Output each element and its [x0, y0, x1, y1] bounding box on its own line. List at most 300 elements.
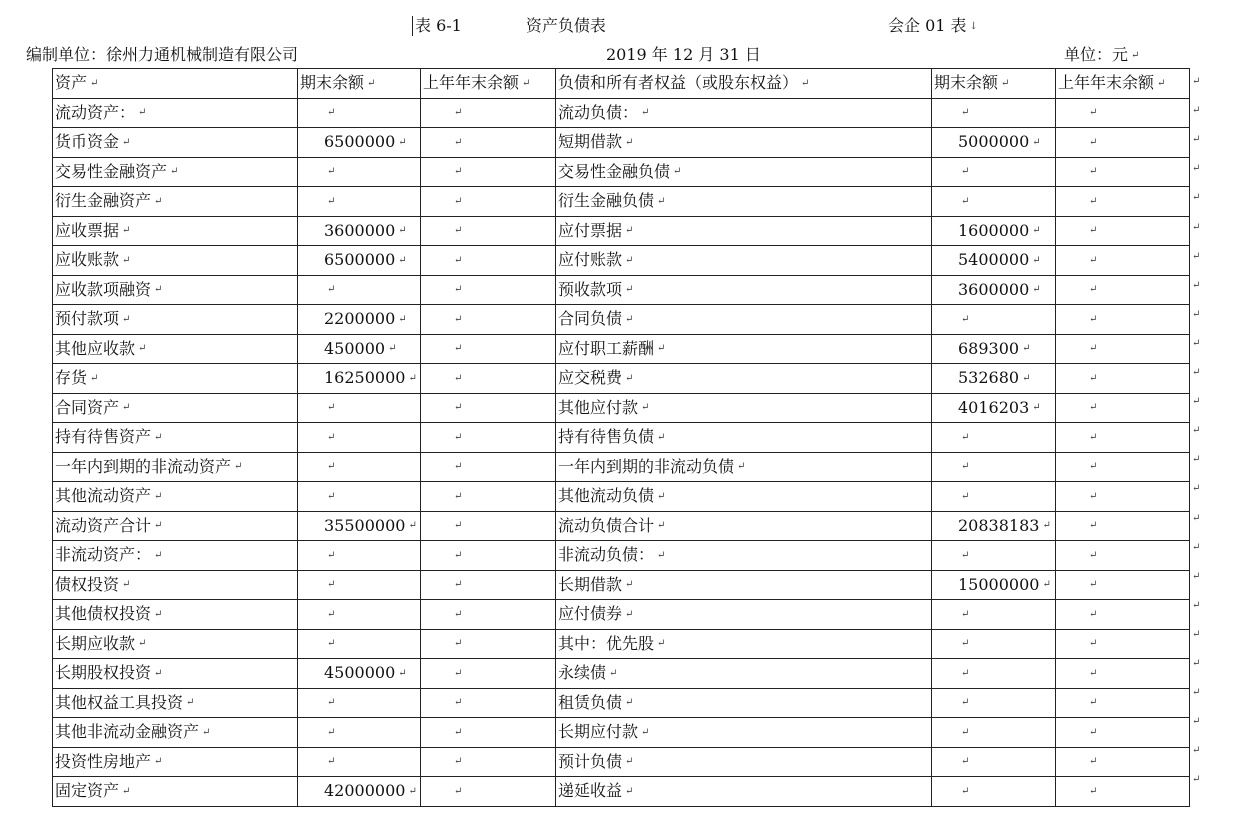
- paragraph-mark-icon: ↵: [90, 372, 99, 384]
- asset-label-text: 其他应收款: [55, 338, 136, 358]
- row-end-mark-icon: ↵: [1192, 628, 1201, 640]
- liab-prev-value: [1056, 305, 1190, 335]
- paragraph-mark-icon: ↵: [454, 166, 463, 177]
- liab-end-value-text: 3600000: [958, 279, 1030, 299]
- liab-end-value: [932, 777, 1056, 807]
- asset-end-value-text: 6500000: [324, 132, 396, 151]
- paragraph-mark-icon: ↵: [657, 549, 666, 561]
- liability-label: [556, 688, 932, 718]
- paragraph-mark-icon: ↵: [961, 195, 970, 207]
- paragraph-mark-icon: ↵: [154, 195, 163, 207]
- asset-end-value-text: 6500000: [324, 250, 396, 269]
- asset-prev-value: [421, 629, 556, 659]
- liab-end-value: [932, 423, 1056, 453]
- liab-prev-value: [1056, 718, 1190, 748]
- table-row: [53, 452, 1190, 482]
- liability-label-text: 永续债: [558, 663, 607, 682]
- asset-prev-value: [421, 393, 556, 423]
- paragraph-mark-icon: ↵: [154, 431, 163, 443]
- row-end-mark-icon: ↵: [1192, 76, 1201, 87]
- liability-label-text: 应交税费: [558, 368, 623, 387]
- asset-end-value: [298, 364, 421, 394]
- asset-end-value: [298, 718, 421, 748]
- table-row: [53, 187, 1190, 217]
- paragraph-mark-icon: ↵: [625, 756, 634, 767]
- asset-label: [53, 246, 298, 276]
- asset-label: [53, 157, 298, 187]
- liab-prev-value: [1056, 334, 1190, 364]
- liability-label-text: 持有待售负债: [558, 427, 655, 446]
- liability-label-text: 衍生金融负债: [558, 191, 655, 210]
- asset-label: [53, 98, 298, 128]
- liab-end-value: [932, 570, 1056, 600]
- paragraph-mark-icon: ↵: [454, 579, 463, 590]
- paragraph-mark-icon: ↵: [454, 785, 463, 797]
- paragraph-mark-icon: ↵: [1089, 520, 1098, 531]
- paragraph-mark-icon: ↵: [454, 284, 463, 295]
- asset-end-value-text: 42000000: [324, 781, 406, 800]
- row-end-mark-icon: ↵: [1192, 396, 1201, 408]
- paragraph-mark-icon: ↵: [1032, 225, 1041, 236]
- title-line: [412, 16, 606, 36]
- asset-label-text: 其他权益工具投资: [55, 692, 184, 712]
- paragraph-mark-icon: ↵: [625, 136, 634, 148]
- paragraph-mark-icon: ↵: [737, 461, 746, 472]
- asset-label: [53, 747, 298, 777]
- table-header-row: [53, 69, 1190, 99]
- paragraph-mark-icon: ↵: [454, 313, 463, 325]
- liab-end-value: [932, 216, 1056, 246]
- paragraph-mark-icon: ↵: [454, 195, 463, 207]
- col-header-asset-end: 期末余额 ↵: [298, 69, 421, 99]
- paragraph-mark-icon: ↵: [154, 284, 163, 295]
- liability-label: [556, 275, 932, 305]
- paragraph-mark-icon: ↵: [961, 107, 970, 118]
- asset-end-value: [298, 216, 421, 246]
- row-end-mark-icon: ↵: [1192, 658, 1201, 669]
- asset-label-text: 长期股权投资: [55, 663, 152, 682]
- asset-end-value: [298, 393, 421, 423]
- asset-prev-value: [421, 187, 556, 217]
- paragraph-mark-icon: ↵: [625, 254, 634, 266]
- asset-prev-value: [421, 718, 556, 748]
- liability-label-text: 应付账款: [558, 250, 623, 269]
- liab-end-value: [932, 187, 1056, 217]
- paragraph-mark-icon: ↵: [327, 608, 336, 620]
- asset-label-text: 其他债权投资: [55, 604, 152, 623]
- paragraph-mark-icon: ↵: [154, 667, 163, 679]
- paragraph-mark-icon: ↵: [454, 756, 463, 767]
- asset-label: [53, 393, 298, 423]
- liab-prev-value: [1056, 128, 1190, 158]
- liability-label: [556, 747, 932, 777]
- liab-prev-value: [1056, 393, 1190, 423]
- paragraph-mark-icon: ↵: [625, 372, 634, 384]
- paragraph-mark-icon: ↵: [625, 608, 634, 620]
- row-end-mark-icon: ↵: [1192, 367, 1201, 378]
- liability-label-text: 流动负债：: [558, 102, 639, 122]
- paragraph-mark-icon: ↵: [327, 284, 336, 295]
- paragraph-mark-icon: ↵: [1089, 225, 1098, 236]
- liability-label-text: 流动负债合计: [558, 515, 655, 535]
- paragraph-mark-icon: ↵: [454, 343, 463, 354]
- paragraph-mark-icon: ↵: [327, 726, 336, 738]
- liab-prev-value: [1056, 629, 1190, 659]
- paragraph-mark-icon: ↵: [1089, 579, 1098, 590]
- paragraph-mark-icon: ↵: [657, 520, 666, 531]
- liab-end-value: [932, 393, 1056, 423]
- paragraph-mark-icon: ↵: [408, 785, 417, 797]
- liab-end-value: [932, 364, 1056, 394]
- paragraph-mark-icon: ↵: [454, 490, 463, 502]
- asset-label: [53, 600, 298, 630]
- asset-label-text: 货币资金: [55, 132, 120, 151]
- row-end-mark-icon: ↵: [1192, 308, 1201, 320]
- report-date: 2019 年 12 月 31 日: [606, 45, 761, 64]
- liability-label-text: 合同负债: [558, 309, 623, 328]
- col-header-liab-prev: 上年年末余额 ↵: [1056, 69, 1190, 99]
- asset-label: [53, 187, 298, 217]
- liability-label: [556, 334, 932, 364]
- paragraph-mark-icon: ↵: [1022, 343, 1031, 354]
- company-name: 编制单位：徐州力通机械制造有限公司: [26, 45, 299, 64]
- paragraph-mark-icon: ↵: [138, 343, 147, 354]
- paragraph-mark-icon: ↵: [1089, 608, 1098, 620]
- asset-label: [53, 305, 298, 335]
- paragraph-mark-icon: ↵: [1022, 372, 1031, 384]
- liability-label-text: 预收款项: [558, 279, 623, 299]
- asset-label-text: 预付款项: [55, 309, 120, 328]
- paragraph-mark-icon: ↵: [170, 166, 179, 177]
- table-row: [53, 688, 1190, 718]
- liab-prev-value: [1056, 688, 1190, 718]
- paragraph-mark-icon: ↵: [454, 638, 463, 649]
- row-end-mark-icon: ↵: [1192, 745, 1201, 757]
- liab-end-value: [932, 157, 1056, 187]
- asset-end-value: [298, 187, 421, 217]
- liability-label-text: 一年内到期的非流动负债: [558, 456, 735, 476]
- asset-label: [53, 452, 298, 482]
- table-row: [53, 600, 1190, 630]
- paragraph-mark-icon: ↵: [1089, 343, 1098, 354]
- liability-label: [556, 246, 932, 276]
- asset-end-value: [298, 128, 421, 158]
- paragraph-mark-icon: ↵: [961, 166, 970, 177]
- liability-label: [556, 511, 932, 541]
- liability-label: [556, 364, 932, 394]
- row-end-mark-icon: ↵: [1192, 774, 1201, 786]
- row-end-mark-icon: ↵: [1192, 250, 1201, 262]
- table-row: [53, 570, 1190, 600]
- table-row: [53, 423, 1190, 453]
- table-body: [53, 98, 1190, 806]
- liab-end-value: [932, 511, 1056, 541]
- paragraph-mark-icon: ↵: [122, 225, 131, 236]
- asset-label-text: 应收款项融资: [55, 279, 152, 299]
- liability-label-text: 预计负债: [558, 751, 623, 771]
- asset-prev-value: [421, 305, 556, 335]
- asset-label-text: 一年内到期的非流动资产: [55, 456, 232, 476]
- liability-label-text: 其中：优先股: [558, 633, 655, 653]
- asset-label-text: 流动资产合计: [55, 515, 152, 535]
- table-row: [53, 364, 1190, 394]
- table-row: [53, 629, 1190, 659]
- paragraph-mark-icon: ↵: [1089, 490, 1098, 502]
- table-row: [53, 157, 1190, 187]
- row-end-mark-icon: ↵: [1192, 279, 1201, 291]
- asset-label-text: 持有待售资产: [55, 427, 152, 446]
- paragraph-mark-icon: ↵: [961, 638, 970, 649]
- paragraph-mark-icon: ↵: [327, 166, 336, 177]
- asset-prev-value: [421, 334, 556, 364]
- paragraph-mark-icon: ↵: [961, 549, 970, 561]
- line-break-mark-icon: ↓: [969, 20, 978, 32]
- asset-prev-value: [421, 423, 556, 453]
- table-row: [53, 393, 1190, 423]
- liab-prev-value: [1056, 187, 1190, 217]
- liability-label: [556, 157, 932, 187]
- paragraph-mark-icon: ↵: [454, 461, 463, 472]
- table-row: [53, 246, 1190, 276]
- paragraph-mark-icon: ↵: [202, 726, 211, 738]
- table-row: [53, 777, 1190, 807]
- asset-label: [53, 541, 298, 571]
- asset-prev-value: [421, 688, 556, 718]
- paragraph-mark-icon: ↵: [1089, 667, 1098, 679]
- liab-end-value: [932, 452, 1056, 482]
- paragraph-mark-icon: ↵: [408, 372, 417, 384]
- liability-label: [556, 570, 932, 600]
- paragraph-mark-icon: ↵: [327, 756, 336, 767]
- paragraph-mark-icon: ↵: [1089, 136, 1098, 148]
- paragraph-mark-icon: ↵: [454, 372, 463, 384]
- paragraph-mark-icon: ↵: [961, 490, 970, 502]
- liability-label-text: 长期借款: [558, 574, 623, 594]
- table-row: [53, 718, 1190, 748]
- liab-prev-value: [1056, 777, 1190, 807]
- form-code: [888, 16, 978, 37]
- liab-prev-value: [1056, 570, 1190, 600]
- row-end-mark-icon: ↵: [1192, 425, 1201, 437]
- asset-end-value: [298, 246, 421, 276]
- liability-label: [556, 393, 932, 423]
- asset-end-value-text: 2200000: [324, 309, 396, 328]
- paragraph-mark-icon: ↵: [1089, 549, 1098, 561]
- paragraph-mark-icon: ↵: [625, 579, 634, 590]
- liab-end-value: [932, 334, 1056, 364]
- liab-prev-value: [1056, 511, 1190, 541]
- paragraph-mark-icon: ↵: [454, 402, 463, 413]
- paragraph-mark-icon: ↵: [454, 254, 463, 266]
- asset-end-value: [298, 482, 421, 512]
- asset-label: [53, 718, 298, 748]
- row-end-mark-icon: ↵: [1192, 134, 1201, 146]
- paragraph-mark-icon: ↵: [625, 697, 634, 708]
- paragraph-mark-icon: ↵: [641, 107, 650, 118]
- asset-prev-value: [421, 128, 556, 158]
- liability-label: [556, 482, 932, 512]
- asset-end-value: [298, 275, 421, 305]
- table-row: [53, 747, 1190, 777]
- paragraph-mark-icon: ↵: [1032, 402, 1041, 413]
- asset-label-text: 存货: [55, 368, 88, 387]
- asset-end-value: [298, 659, 421, 689]
- liability-label-text: 应付债券: [558, 604, 623, 623]
- liab-prev-value: [1056, 747, 1190, 777]
- paragraph-mark-icon: ↵: [1089, 166, 1098, 177]
- paragraph-mark-icon: ↵: [1042, 579, 1051, 590]
- paragraph-mark-icon: ↵: [327, 549, 336, 561]
- paragraph-mark-icon: ↵: [388, 343, 397, 354]
- form-code-text: 会企 01 表: [888, 16, 967, 35]
- paragraph-mark-icon: ↵: [1089, 313, 1098, 325]
- liab-end-value: [932, 482, 1056, 512]
- paragraph-mark-icon: ↵: [122, 579, 131, 590]
- paragraph-mark-icon: ↵: [1042, 520, 1051, 531]
- liability-label-text: 交易性金融负债: [558, 161, 671, 181]
- liab-prev-value: [1056, 275, 1190, 305]
- asset-label-text: 固定资产: [55, 781, 120, 800]
- liab-end-value: [932, 275, 1056, 305]
- liab-end-value-text: 20838183: [958, 515, 1040, 535]
- asset-prev-value: [421, 747, 556, 777]
- asset-prev-value: [421, 777, 556, 807]
- asset-end-value: [298, 688, 421, 718]
- liability-label-text: 应付票据: [558, 220, 623, 240]
- row-end-mark-icon: ↵: [1192, 716, 1201, 728]
- paragraph-mark-icon: ↵: [122, 313, 131, 325]
- table-row: [53, 334, 1190, 364]
- liab-prev-value: [1056, 364, 1190, 394]
- table-row: [53, 216, 1190, 246]
- asset-label: [53, 688, 298, 718]
- paragraph-mark-icon: ↵: [122, 136, 131, 148]
- balance-sheet-table: [52, 68, 1190, 807]
- asset-prev-value: [421, 157, 556, 187]
- paragraph-mark-icon: ↵: [1089, 756, 1098, 767]
- asset-label-text: 应收票据: [55, 220, 120, 240]
- paragraph-mark-icon: ↵: [961, 697, 970, 708]
- paragraph-mark-icon: ↵: [625, 785, 634, 797]
- paragraph-mark-icon: ↵: [961, 431, 970, 443]
- text-cursor: [412, 16, 413, 36]
- paragraph-mark-icon: ↵: [398, 136, 407, 148]
- asset-label: [53, 423, 298, 453]
- asset-prev-value: [421, 452, 556, 482]
- asset-label: [53, 334, 298, 364]
- table-row: [53, 659, 1190, 689]
- asset-label: [53, 482, 298, 512]
- liability-label: [556, 541, 932, 571]
- liab-end-value: [932, 128, 1056, 158]
- table-row: [53, 511, 1190, 541]
- asset-label: [53, 570, 298, 600]
- paragraph-mark-icon: ↵: [961, 608, 970, 620]
- paragraph-mark-icon: ↵: [961, 785, 970, 797]
- asset-label: [53, 275, 298, 305]
- liab-prev-value: [1056, 246, 1190, 276]
- paragraph-mark-icon: ↵: [1089, 107, 1098, 118]
- paragraph-mark-icon: ↵: [1089, 372, 1098, 384]
- liab-end-value: [932, 541, 1056, 571]
- table-row: [53, 541, 1190, 571]
- liability-label-text: 其他应付款: [558, 397, 639, 417]
- paragraph-mark-icon: ↵: [122, 402, 131, 413]
- liab-prev-value: [1056, 216, 1190, 246]
- asset-prev-value: [421, 482, 556, 512]
- asset-end-value: [298, 157, 421, 187]
- asset-label-text: 债权投资: [55, 574, 120, 594]
- liab-prev-value: [1056, 659, 1190, 689]
- asset-label-text: 投资性房地产: [55, 751, 152, 771]
- table-row: [53, 305, 1190, 335]
- liability-label: [556, 305, 932, 335]
- liab-end-value-text: 4016203: [958, 397, 1030, 417]
- paragraph-mark-icon: ↵: [961, 756, 970, 767]
- liab-end-value: [932, 246, 1056, 276]
- asset-label: [53, 128, 298, 158]
- asset-label-text: 其他非流动金融资产: [55, 722, 200, 741]
- liab-end-value-text: 1600000: [958, 220, 1030, 240]
- table-number: 表 6-1: [415, 16, 462, 35]
- paragraph-mark-icon: ↵: [657, 431, 666, 443]
- paragraph-mark-icon: ↵: [1032, 284, 1041, 295]
- paragraph-mark-icon: ↵: [1089, 697, 1098, 708]
- liability-label-text: 长期应付款: [558, 722, 639, 741]
- paragraph-mark-icon: ↵: [1089, 402, 1098, 413]
- asset-end-value: [298, 541, 421, 571]
- paragraph-mark-icon: ↵: [327, 697, 336, 708]
- paragraph-mark-icon: ↵: [657, 343, 666, 354]
- row-end-mark-icon: ↵: [1192, 337, 1201, 349]
- asset-end-value: [298, 98, 421, 128]
- asset-end-value: [298, 629, 421, 659]
- liability-label-text: 应付职工薪酬: [558, 338, 655, 358]
- liab-prev-value: [1056, 452, 1190, 482]
- asset-end-value: [298, 452, 421, 482]
- liability-label: [556, 98, 932, 128]
- paragraph-mark-icon: ↵: [398, 225, 407, 236]
- liability-label: [556, 777, 932, 807]
- liab-prev-value: [1056, 482, 1190, 512]
- asset-end-value: [298, 570, 421, 600]
- row-end-mark-icon: ↵: [1192, 192, 1201, 204]
- col-header-asset-prev: 上年年末余额 ↵: [421, 69, 556, 99]
- asset-label: [53, 511, 298, 541]
- paragraph-mark-icon: ↵: [454, 667, 463, 679]
- paragraph-mark-icon: ↵: [657, 490, 666, 502]
- row-end-mark-icon: ↵: [1192, 599, 1201, 611]
- liab-end-value: [932, 305, 1056, 335]
- paragraph-mark-icon: ↵: [454, 697, 463, 708]
- liab-prev-value: [1056, 98, 1190, 128]
- liab-end-value: [932, 98, 1056, 128]
- liab-end-value: [932, 718, 1056, 748]
- paragraph-mark-icon: ↵: [154, 756, 163, 767]
- table-row: [53, 275, 1190, 305]
- asset-prev-value: [421, 511, 556, 541]
- paragraph-mark-icon: ↵: [327, 490, 336, 502]
- paragraph-mark-icon: ↵: [1032, 254, 1041, 266]
- paragraph-mark-icon: ↵: [154, 549, 163, 561]
- paragraph-mark-icon: ↵: [454, 549, 463, 561]
- unit-label: [1064, 45, 1139, 66]
- row-end-mark-icon: ↵: [1192, 541, 1201, 553]
- row-end-mark-icon: ↵: [1192, 687, 1201, 699]
- liability-label-text: 非流动负债：: [558, 545, 655, 564]
- asset-label: [53, 659, 298, 689]
- asset-end-value-text: 16250000: [324, 368, 406, 387]
